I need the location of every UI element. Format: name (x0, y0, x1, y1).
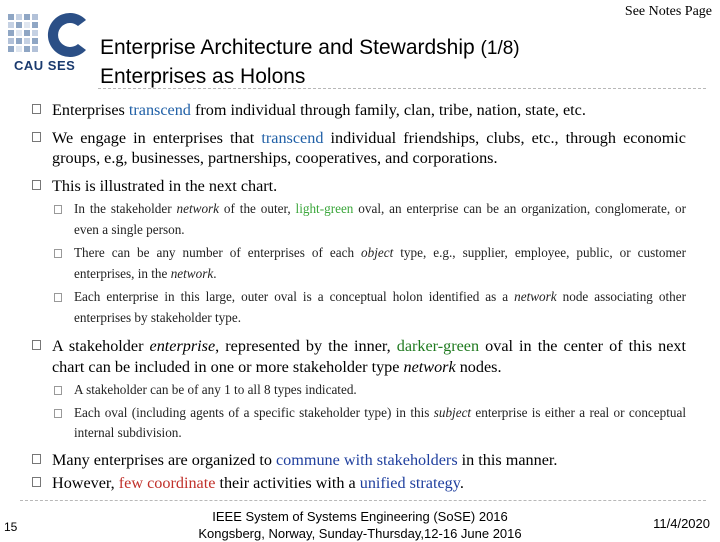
footer-divider (20, 500, 706, 501)
checkbox-bullet-icon (54, 409, 62, 418)
slide-title (100, 34, 520, 91)
bullet-2: We engage in enterprises that transcend individual friendships, clubs, etc., through economic groups, e.g, businesses, partnerships, cooperatives, and corporations. (32, 128, 686, 169)
checkbox-bullet-icon (32, 477, 41, 487)
footer-date: 11/4/2020 (653, 516, 710, 531)
checkbox-bullet-icon (32, 180, 41, 190)
checkbox-bullet-icon (54, 386, 62, 395)
title-main: Enterprise Architecture and Stewardship (100, 36, 475, 59)
subtitle: Enterprises as Holons (100, 65, 306, 88)
bullet-5: Many enterprises are organized to commune with stakeholders in this manner. (32, 450, 686, 471)
title-number: (1/8) (480, 38, 520, 59)
checkbox-bullet-icon (32, 340, 41, 350)
bullet-4: A stakeholder enterprise, represented by the inner, darker-green oval in the center of this next chart can be included in one or more stakeholder type network nodes. (32, 336, 686, 377)
notes-page-link[interactable]: See Notes Page (624, 4, 712, 19)
bullet-3: This is illustrated in the next chart. (32, 176, 686, 197)
header-divider (98, 88, 706, 89)
sub-bullet-5: Each oval (including agents of a specific stakeholder type) in this subject enterprise is either a real or conceptual internal subdivision. (32, 403, 686, 444)
sub-bullet-4: A stakeholder can be of any 1 to all 8 types indicated. (32, 380, 686, 401)
footer-conference (170, 508, 550, 542)
logo-text: CAU SES (14, 58, 76, 73)
checkbox-bullet-icon (54, 293, 62, 302)
page-number: 15 (4, 520, 18, 534)
sub-bullet-2: There can be any number of enterprises of each object type, e.g., supplier, employee, public, or customer enterprises, in the network. (32, 243, 686, 284)
checkbox-bullet-icon (54, 249, 62, 258)
sub-bullet-3: Each enterprise in this large, outer oval is a conceptual holon identified as a network node associating other enterprises by stakeholder type. (32, 287, 686, 328)
checkbox-bullet-icon (32, 104, 41, 114)
checkbox-bullet-icon (32, 454, 41, 464)
bullet-1: Enterprises transcend from individual through family, clan, tribe, nation, state, etc. (32, 100, 686, 121)
checkbox-bullet-icon (54, 205, 62, 214)
footer-line-2: Kongsberg, Norway, Sunday-Thursday,12-16 June 2016 (198, 526, 522, 541)
checkbox-bullet-icon (32, 132, 41, 142)
bullet-list (32, 100, 686, 494)
bullet-6: However, few coordinate their activities with a unified strategy. (32, 473, 686, 494)
footer-line-1: IEEE System of Systems Engineering (SoSE) 2016 (212, 509, 508, 524)
sub-bullet-1: In the stakeholder network of the outer, light-green oval, an enterprise can be an organization, conglomerate, or even a single person. (32, 199, 686, 240)
